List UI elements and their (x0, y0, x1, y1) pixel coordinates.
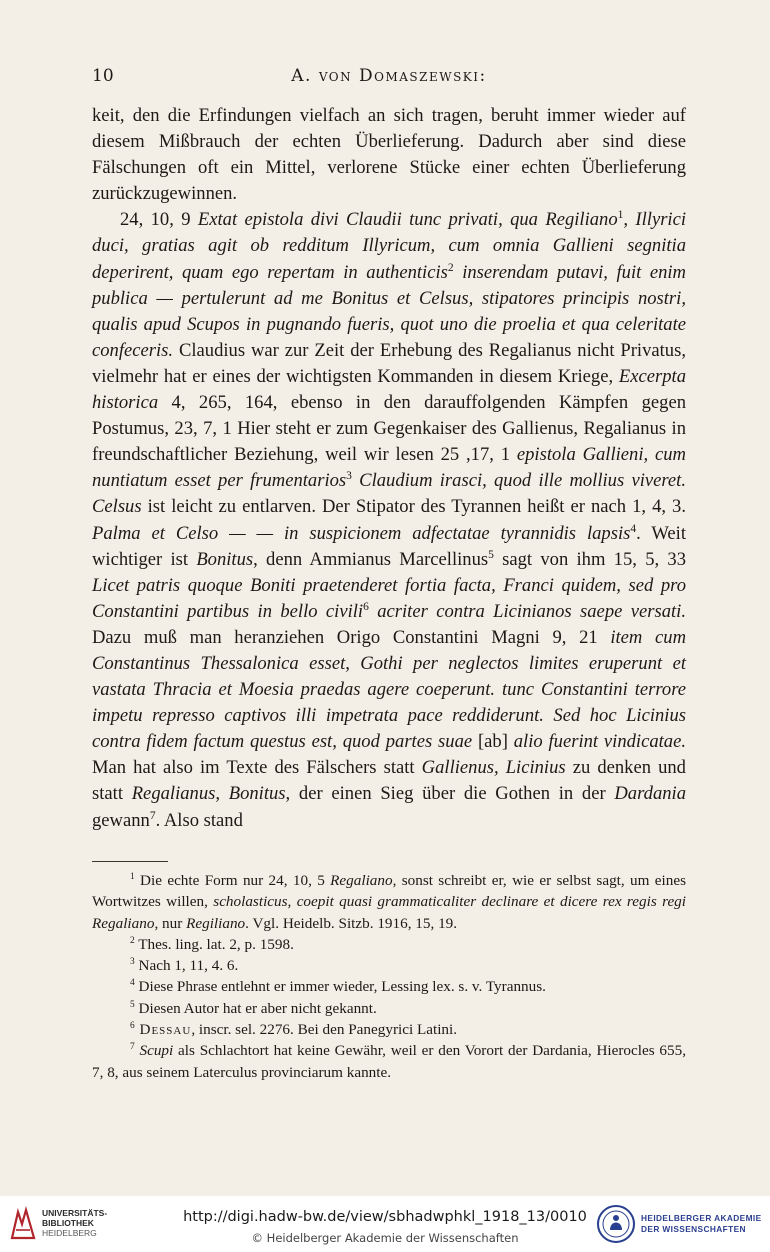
body-text: . Weit wichtiger ist (92, 522, 687, 570)
body-text: , denn Ammianus Marcellinus (253, 548, 489, 570)
footnote-text: , nur (154, 914, 187, 932)
footnote-marker-3[interactable]: 3 (346, 470, 352, 483)
paragraph-2 (92, 207, 686, 833)
latin-quote: alio fuerint vindicatae. (513, 731, 686, 753)
footnote-number: 7 (130, 1042, 135, 1053)
footnote-4 (92, 976, 686, 997)
academy-name-line-2: DER WISSENSCHAFTEN (641, 1224, 746, 1234)
footnote-7 (92, 1040, 686, 1083)
library-name-line-1: UNIVERSITÄTS- (42, 1208, 108, 1218)
running-title: A. von Domaszewski: (291, 66, 487, 86)
footnote-number: 5 (130, 999, 135, 1010)
footnote-number: 1 (130, 872, 135, 883)
academy-name-line-1: HEIDELBERGER AKADEMIE (641, 1213, 762, 1223)
footnote-text: Nach 1, 11, 4. 6. (134, 957, 239, 975)
footnote-marker-2[interactable]: 2 (447, 261, 454, 274)
latin-quote: Extat epistola divi Claudii tunc privati, qua Regiliano (197, 209, 618, 231)
footnote-1 (92, 870, 686, 934)
body-text: ist leicht zu entlarven. Der Stipator des Tyrannen heißt er nach 1, 4, 3. (141, 496, 686, 518)
footnote-number: 2 (130, 936, 135, 947)
footnote-3 (92, 955, 686, 976)
footnote-emphasis: Regaliano (330, 872, 393, 889)
body-text: . Also stand (155, 809, 243, 831)
footnote-emphasis: Scupi (134, 1042, 174, 1060)
author-name: Dessau (134, 1021, 192, 1039)
page-header (92, 66, 686, 90)
library-name-line-2: BIBLIOTHEK (42, 1218, 94, 1228)
footnote-text: Thes. ling. lat. 2, p. 1598. (134, 935, 294, 953)
footnotes (92, 870, 686, 1083)
latin-quote: , Illyrici duci, gratias agit ob redditum Illyricum, cum omnia Gallieni segnitia deperirent, quam ego repertam in authenticis (92, 209, 687, 283)
academy-seal-icon[interactable] (596, 1204, 636, 1244)
footnote-text: als Schlachtort hat keine Gewähr, weil er den Vorort der Dardania, Hierocles 655, 7, 8, aus seinem Laterculus provinciarum kannte. (92, 1042, 687, 1081)
latin-quote: item cum Constantinus Thessalonica esset, Gothi per neglectos limites eruperunt et vastata Thracia et Moesia praedas agere coeperunt. tunc Constantini terrore impetu represso captivos illi impetrata pace reddiderunt. Sed hoc Licinius contra fidem factum questus est, quod partes suae (92, 626, 687, 753)
body-text: Man hat also im Texte des Fälschers statt (92, 757, 422, 779)
work-title: Excerpta historica (92, 365, 686, 414)
latin-quote: Claudium irasci, quod ille mollius viveret. Celsus (92, 470, 686, 518)
copyright-notice: © Heidelberger Akademie der Wissenschaften (251, 1231, 519, 1245)
body-text: gewann (92, 809, 150, 831)
latin-quote: acriter contra Licinianos saepe versati. (368, 600, 686, 622)
place-emphasis: Dardania (614, 783, 686, 805)
body-text: , der einen Sieg über die Gothen in der (285, 783, 615, 805)
ref: 24, 10, 9 (120, 209, 191, 231)
body-text: Claudius war zur Zeit der Erhebung des Regalianus nicht Privatus, vielmehr hat er eines der wichtigsten Kommanden in diesem Kriege, (92, 339, 686, 387)
footnote-marker-1[interactable]: 1 (617, 209, 624, 222)
footnote-6 (92, 1019, 686, 1040)
name-emphasis: Bonitus (196, 548, 254, 570)
viewer-footer (0, 1196, 770, 1252)
main-text (92, 103, 686, 834)
body-text: 4, 265, 164, ebenso in den darauffolgenden Kämpfen gegen Postumus, 23, 7, 1 Hier steht er zum Gegenkaiser des Gallienus, Regalianus in freundschaftlicher Beziehung, weil wir lesen 25 ,17, 1 (92, 392, 686, 466)
footnote-emphasis: Regiliano (186, 914, 246, 932)
footnote-text: Die echte Form nur 24, 10, 5 (134, 872, 331, 889)
footnote-number: 6 (130, 1021, 135, 1032)
footnote-text: Diese Phrase entlehnt er immer wieder, Lessing lex. s. v. Tyrannus. (134, 978, 546, 996)
permalink-url[interactable]: http://digi.hadw-bw.de/view/sbhadwphkl_1918_13/0010 (183, 1209, 587, 1225)
body-text: zu denken und statt (92, 757, 686, 805)
footnote-marker-4[interactable]: 4 (630, 522, 637, 535)
footnote-quote: scholasticus, coepit quasi grammaticaliter declinare et dicere rex regis regi Regaliano (92, 893, 687, 932)
library-name-line-3: HEIDELBERG (42, 1228, 97, 1238)
footnote-text: . Vgl. Heidelb. Sitzb. 1916, 15, 19. (245, 914, 458, 932)
body-text: sagt von ihm 15, 5, 33 (493, 548, 686, 570)
name-emphasis: Gallienus, Licinius (421, 757, 566, 779)
footnote-5 (92, 998, 686, 1019)
page-number: 10 (92, 66, 114, 86)
academy-name[interactable] (641, 1213, 762, 1235)
footnote-divider (92, 861, 168, 862)
paragraph-1: keit, den die Erfindungen vielfach an sich tragen, beruht immer wieder auf diesem Mißbrauch der echten Überlieferung. Dadurch aber sind diese Fälschungen oft ein Mittel, verlorene Stücke einer echten Überlieferung zurückzugewinnen. (92, 105, 686, 205)
footnote-text: , sonst schreibt er, wie er selbst sagt, um eines Wortwitzes willen, (92, 872, 686, 911)
latin-quote: inserendam putavi, fuit enim publica — pertulerunt ad me Bonitus et Celsus, stipatores principis nostri, qualis apud Scupos in pugnando fueris, quot uno die proelia et qua celeritate confeceris. (92, 261, 686, 361)
latin-quote: Licet patris quoque Boniti praetenderet fortia facta, Franci quidem, sed pro Constantini partibus in bello civili (92, 574, 686, 622)
footnote-marker-7[interactable]: 7 (149, 809, 156, 822)
footnote-number: 4 (130, 978, 135, 989)
body-text: Dazu muß man heranziehen Origo Constantini Magni 9, 21 (92, 626, 611, 648)
footnote-marker-5[interactable]: 5 (488, 548, 494, 561)
footnote-text: , inscr. sel. 2276. Bei den Panegyrici Latini. (191, 1021, 458, 1039)
footnote-marker-6[interactable]: 6 (363, 600, 369, 613)
latin-quote: epistola Gallieni, cum nuntiatum esset per frumentarios (92, 444, 686, 492)
footnote-number: 3 (130, 957, 135, 968)
latin-quote: Palma et Celso — — in suspicionem adfectatae tyrannidis lapsis (92, 522, 631, 544)
editorial-bracket: [ab] (472, 731, 514, 753)
footnote-2 (92, 934, 686, 955)
footnote-text: Diesen Autor hat er aber nicht gekannt. (134, 999, 377, 1017)
name-emphasis: Regalianus, Bonitus (131, 783, 286, 805)
